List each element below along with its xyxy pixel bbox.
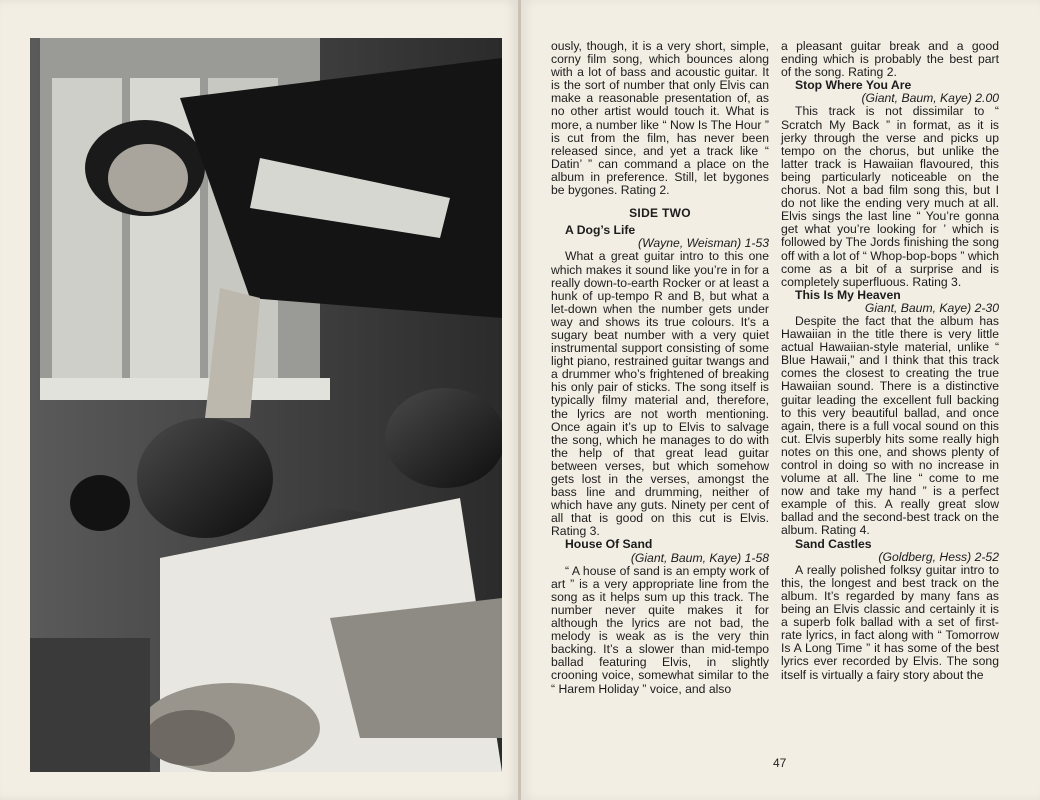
song-title-a-dogs-life: A Dog’s Life bbox=[565, 223, 636, 238]
song-title-stop-where-you-are: Stop Where You Are bbox=[795, 78, 912, 93]
song-credit: (Giant, Baum, Kaye) 2.00 bbox=[861, 91, 999, 106]
right-page bbox=[521, 0, 1040, 800]
song-review: This track is not dissimilar to “ Scratch My Back ” in format, as it is jerky through the verse and picks up tempo on the chorus, but unlike the latter track is Hawaiian flavoured, this being particularly noticeable on the chorus. Not a bad film song this, but I do not like the ending very much at all. Elvis sings the last line “ You’re gonna get what you’re looking for ’ which is followed by The Jords finishing the song off with a lot of “ Whop-bop-bops ” which come as a bit of a surprise and is completely superfluous. Rating 3. bbox=[781, 104, 999, 289]
continued-paragraph: ously, though, it is a very short, simple, corny film song, which bounces along with a lot of bass and acoustic guitar. It is the sort of number that only Elvis can make a reasonable presentation of, as no other artist would touch it. What is more, a number like “ Now Is The Hour ” is cut from the film, has never been released since, and yet a track like “ Datin’ ” can command a place on the album in preference. Still, let bygones be bygones. Rating 2. bbox=[551, 39, 769, 198]
song-title-this-is-my-heaven: This Is My Heaven bbox=[795, 287, 901, 302]
left-page bbox=[0, 0, 519, 800]
side-two-heading: SIDE TWO bbox=[629, 206, 691, 221]
boxing-photo bbox=[30, 38, 502, 772]
song-review: A really polished folksy guitar intro to this, the longest and best track on the album. It’s regarded by many fans as being an Elvis classic and certainly it is a superb folk ballad with a set of first-rate lyrics, in fact along with “ Tomorrow Is A Long Time ” it has some of the best lyrics ever recorded by Elvis. The song itself is virtually a fairy story about the bbox=[781, 562, 999, 682]
song-title-house-of-sand: House Of Sand bbox=[565, 537, 653, 552]
boxing-photo-icon bbox=[30, 38, 502, 772]
page-number: 47 bbox=[773, 756, 787, 770]
song-review: Despite the fact that the album has Hawaiian in the title there is very little actual Hawaiian-style material, unlike “ Blue Hawaii,” and I think that this track comes the closest to creating the true Hawaiian sound. There is a distinctive guitar leading the excellent full backing to this very beautiful ballad, and once again, there is a full vocal sound on this cut. Elvis superbly hits some really high notes on this one, and shows plenty of control in doing so with no increase in volume at all. The line “ come to me now and take my hand ” is a perfect example of this. A really great slow ballad and the second-best track on the album. Rating 4. bbox=[781, 313, 999, 538]
continued-paragraph: a pleasant guitar break and a good ending which is probably the best part of the song. Rating 2. bbox=[781, 39, 999, 80]
text-column-1 bbox=[551, 40, 769, 696]
song-review: What a great guitar intro to this one which makes it sound like you’re in for a really down-to-earth Rocker or at least a hunk of up-tempo R and B, but what a let-down when the number gets under way and shows its true colours. It’s a sugary beat number with a very quiet instrumental support consisting of some light piano, restrained guitar twangs and a drummer who’s frightened of breaking his only pair of sticks. The song itself is typically filmy material and, therefore, the lyrics are not worth mentioning. Once again it’s up to Elvis to salvage the song, which he manages to do with the help of that great lead guitar between verses, but which somehow gets lost in the verses, amongst the bass line and drumming, neither of which have any guts. Ninety per cent of all that is good on this cut is Elvis. Rating 3. bbox=[551, 249, 769, 539]
text-column-2 bbox=[781, 40, 999, 682]
song-credit: Giant, Baum, Kaye) 2-30 bbox=[864, 300, 999, 315]
song-credit: (Wayne, Weisman) 1-53 bbox=[638, 236, 769, 251]
song-review: “ A house of sand is an empty work of art ” is a very appropriate line from the song as it helps sum up this track. The number never quite makes it for although the lyrics are not bad, the melody is weak as is the very thin backing. It’s a slower than mid-tempo ballad featuring Elvis, in slightly crooning voice, somewhat similar to the “ Harem Holiday ” voice, and also bbox=[551, 563, 769, 696]
song-title-sand-castles: Sand Castles bbox=[795, 536, 872, 551]
song-credit: (Goldberg, Hess) 2-52 bbox=[878, 549, 999, 564]
song-credit: (Giant, Baum, Kaye) 1-58 bbox=[630, 550, 769, 565]
